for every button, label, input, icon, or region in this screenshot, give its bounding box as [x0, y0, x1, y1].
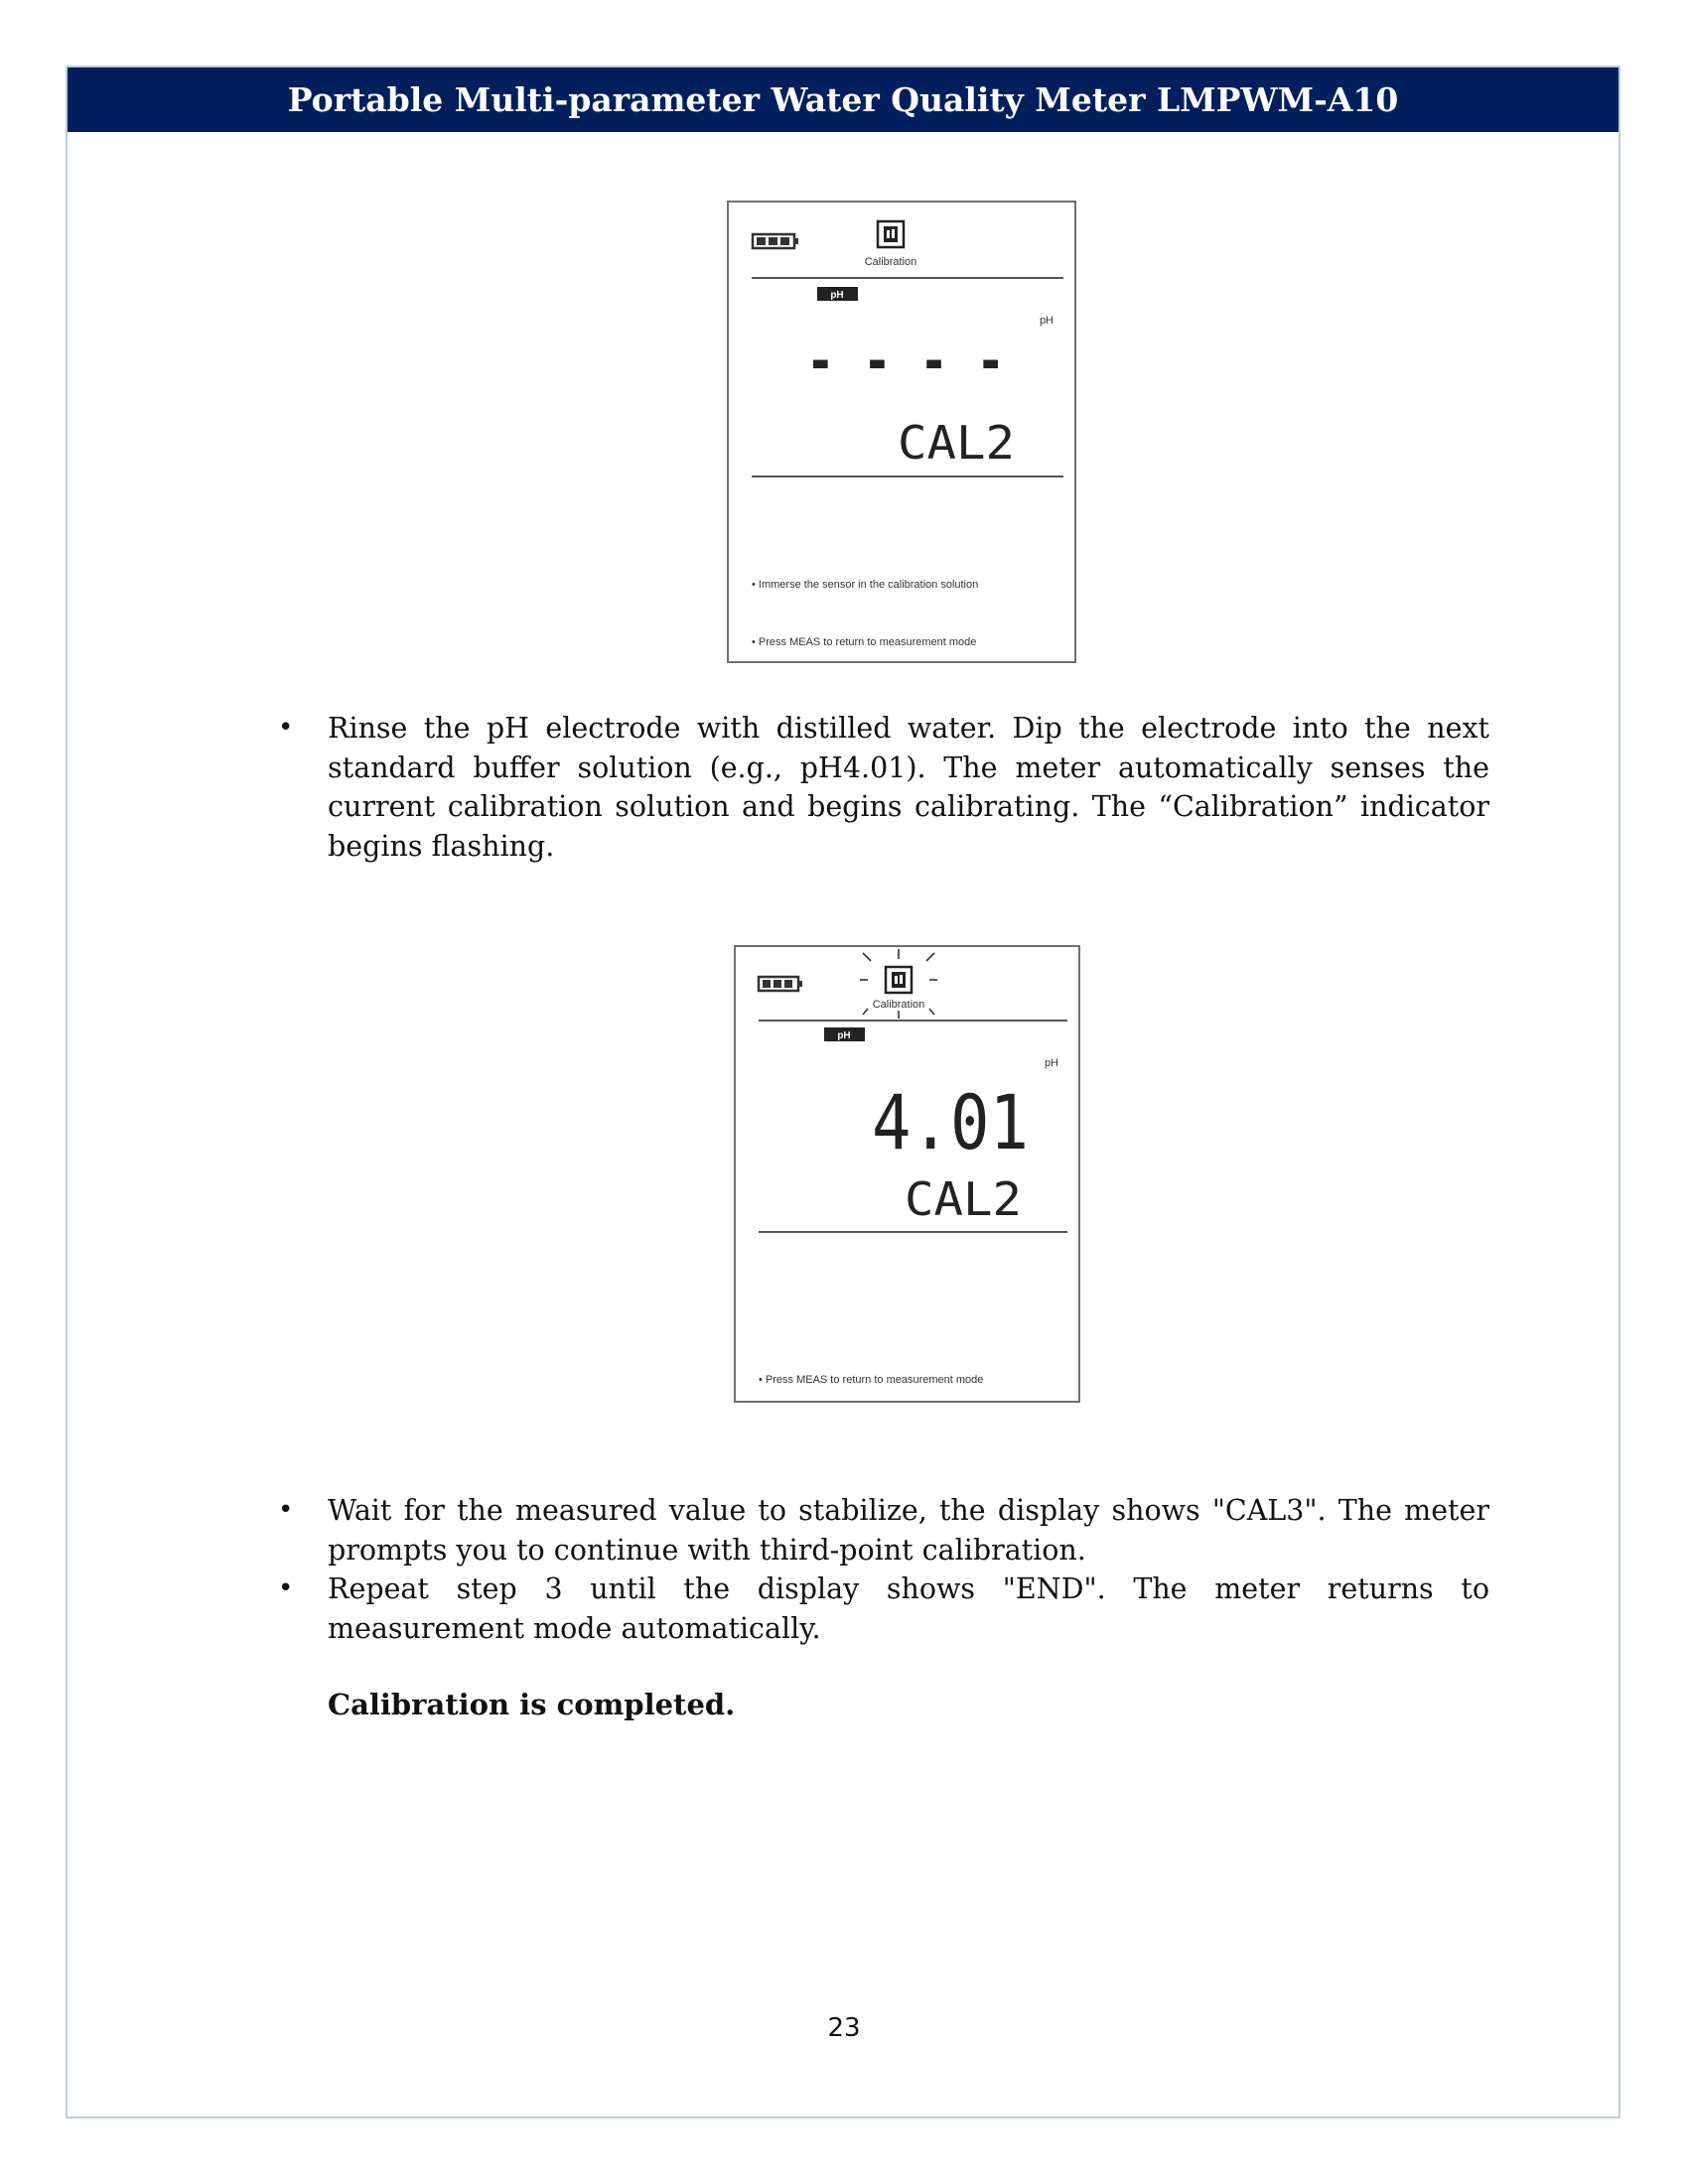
ph-parameter-tag — [817, 287, 858, 301]
list-item — [276, 1570, 1489, 1648]
battery-icon — [753, 234, 798, 248]
instruction-list-1 — [276, 709, 1489, 866]
hint-immerse: • Immerse the sensor in the calibration solution — [752, 579, 979, 591]
hint-press-meas: • Press MEAS to return to measurement mode — [759, 1374, 984, 1386]
list-item — [276, 1491, 1489, 1570]
bullet-dot: • — [278, 1495, 294, 1525]
svg-text:pH: pH — [837, 1030, 851, 1041]
bullet-dot: • — [278, 713, 294, 743]
calibration-icon — [886, 967, 912, 993]
calibration-icon — [878, 221, 904, 247]
bullet-dot: • — [278, 1573, 294, 1603]
list-item — [276, 709, 1489, 866]
ph-parameter-tag — [824, 1027, 865, 1041]
step-wait-text: Wait for the measured value to stabilize, the display shows "CAL3". The meter prompts you to continue with third-point calibration. — [328, 1494, 1489, 1567]
page-number: 23 — [827, 2013, 861, 2043]
lcd-display-calibrating — [734, 945, 1080, 1403]
lcd-display-waiting — [727, 201, 1076, 663]
unit-label: pH — [1039, 315, 1054, 327]
hint-press-meas: • Press MEAS to return to measurement mode — [752, 636, 977, 648]
step-repeat-text: Repeat step 3 until the display shows "END". The meter returns to measurement mode automatically. — [328, 1572, 1489, 1645]
sub-reading: CAL2 — [898, 416, 1015, 470]
sub-reading: CAL2 — [905, 1172, 1022, 1226]
completion-note: Calibration is completed. — [328, 1688, 736, 1721]
instruction-list-2 — [276, 1491, 1489, 1648]
battery-icon — [759, 977, 802, 991]
step-rinse-text: Rinse the pH electrode with distilled water. Dip the electrode into the next standard buffer solution (e.g., pH4.01). The meter automatically senses the current calibration solution and begins calibrating. The “Calibration” indicator begins flashing. — [328, 712, 1489, 863]
calibration-label: Calibration — [864, 256, 917, 268]
calibration-label: Calibration — [872, 999, 925, 1011]
page-title: Portable Multi-parameter Water Quality Meter LMPWM-A10 — [68, 68, 1618, 132]
svg-text:pH: pH — [830, 290, 844, 301]
unit-label: pH — [1044, 1057, 1058, 1069]
main-reading: - - - - — [806, 327, 1005, 396]
main-reading: 4.01 — [872, 1078, 1029, 1166]
